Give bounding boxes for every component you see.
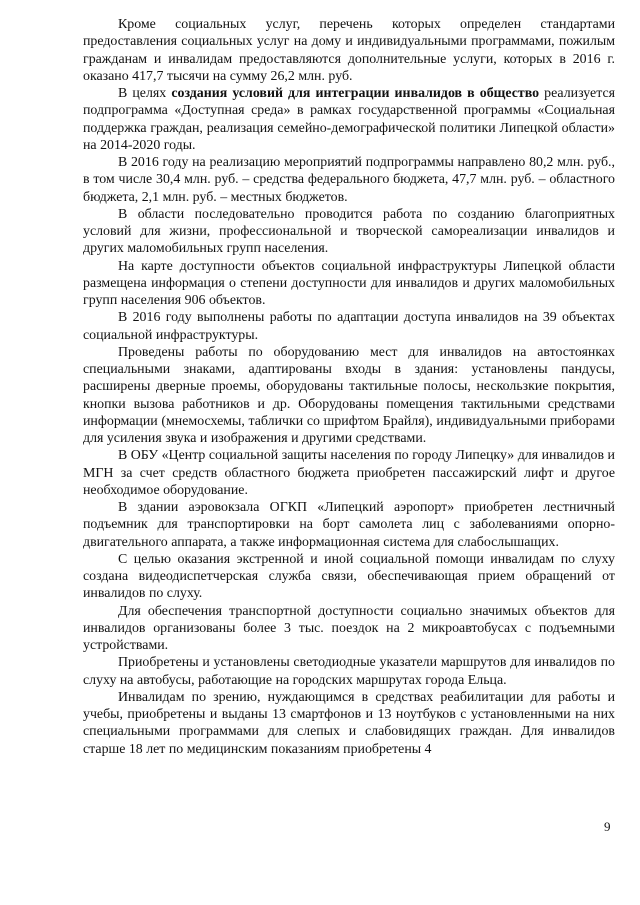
paragraph-adaptation-works: В 2016 году выполнены работы по адаптации доступа инвалидов на 39 объектах социальной инфраструктуры. <box>83 310 615 343</box>
paragraph-parking-equipment: Проведены работы по оборудованию мест для инвалидов на автостоянках специальными знаками, адаптированы входы в здания: установлены пандусы, расширены дверные проемы, оборудованы тактильные полосы, нескользкие покрытия, кнопки вызова работников и др. Оборудованы помещения тактильными средствами информации (мнемосхемы, таблички со шрифтом Брайля), индивидуальными приборами для усиления звука и изображения и другими средствами. <box>83 344 615 446</box>
paragraph-accessible-environment <box>83 85 615 154</box>
paragraph-accessibility-map: На карте доступности объектов социальной инфраструктуры Липецкой области размещена информация о степени доступности для инвалидов и других маломобильных групп населения 906 объектов. <box>83 258 615 308</box>
paragraph-additional-services: Кроме социальных услуг, перечень которых определен стандартами предоставления социальных услуг на дому и индивидуальными программами, пожилым гражданам и инвалидам предоставляются дополнительные услуги, которых в 2016 г. оказано 417,7 тысячи на сумму 26,2 млн. руб. <box>83 17 615 84</box>
paragraph-airport: В здании аэровокзала ОГКП «Липецкий аэропорт» приобретен лестничный подъемник для транспортировки на борт самолета лиц с заболеваниями опорно-двигательного аппарата, а также информационная система для слабослышащих. <box>83 500 615 550</box>
paragraph-video-dispatch: С целью оказания экстренной и иной социальной помощи инвалидам по слуху создана видеодиспетчерская служба связи, обеспечивающая прием обращений от инвалидов по слуху. <box>83 551 615 602</box>
paragraph-social-center: В ОБУ «Центр социальной защиты населения по городу Липецку» для инвалидов и МГН за счет средств областного бюджета приобретен пассажирский лифт и другое необходимое оборудование. <box>83 448 615 498</box>
paragraph-favorable-conditions: В области последовательно проводится работа по созданию благоприятных условий для жизни, профессиональной и творческой самореализации инвалидов и других маломобильных групп населения. <box>83 206 615 257</box>
page-number: 9 <box>604 819 611 834</box>
paragraph-visually-impaired: Инвалидам по зрению, нуждающимся в средствах реабилитации для работы и учебы, приобретены и выданы 13 смартфонов и 13 ноутбуков с установленными на них специальными программами для слепых и слабовидящих граждан. Для инвалидов старше 18 лет по медицинским показаниям приобретены 4 <box>83 689 615 757</box>
paragraph-text: В целях <box>118 86 172 101</box>
paragraph-transport: Для обеспечения транспортной доступности социально значимых объектов для инвалидов организованы более 3 тыс. поездок на 2 микроавтобусах с подъемными устройствами. <box>83 603 615 653</box>
paragraph-funding: В 2016 году на реализацию мероприятий подпрограммы направлено 80,2 млн. руб., в том числе 30,4 млн. руб. – средства федерального бюджета, 47,7 млн. руб. – областного бюджета, 2,1 млн. руб. – местных бюджетов. <box>83 155 615 205</box>
bold-phrase: создания условий для интеграции инвалидов в общество <box>171 86 540 101</box>
paragraph-text: реализуется подпрограмма «Доступная среда» в рамках государственной программы «Социальная поддержка граждан, реализация семейно-демографической политики Липецкой области» на 2014-2020 годы. <box>83 86 615 153</box>
document-body <box>83 16 615 758</box>
paragraph-led-indicators: Приобретены и установлены светодиодные указатели маршрутов для инвалидов по слуху на автобусы, работающие на городских маршрутах города Ельца. <box>83 655 615 688</box>
